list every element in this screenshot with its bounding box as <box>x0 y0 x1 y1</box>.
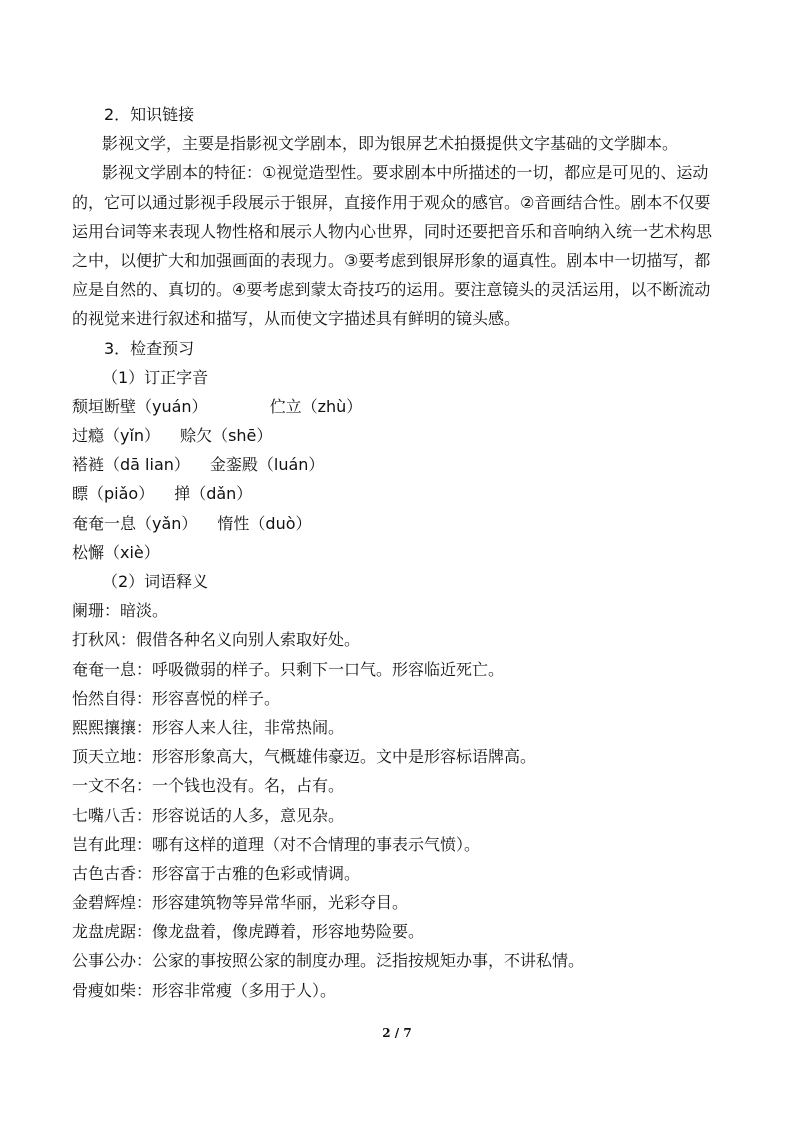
features-line: 运用台词等来表现人物性格和展示人物内心世界，同时还要把音乐和音响纳入统一艺术构思 <box>72 221 713 241</box>
vocab-item: 怡然自得：形容喜悦的样子。 <box>72 688 281 708</box>
vocab-item: 熙熙攘攘：形容人来人往，非常热闹。 <box>72 717 345 737</box>
vocab-item: 骨瘦如柴：形容非常瘦（多用于人）。 <box>72 980 337 1000</box>
page-content <box>72 100 714 1005</box>
vocab-item: 岂有此理：哪有这样的道理（对不合情理的事表示气愤）。 <box>72 834 481 854</box>
pronunciation-row <box>72 479 714 508</box>
pronunciation-item: 奄奄一息（yǎn） <box>72 513 198 533</box>
features-paragraph <box>72 158 714 333</box>
pronunciation-item: 瞟（piǎo） <box>72 484 155 504</box>
features-line: 之中，以便扩大和加强画面的表现力。③要考虑到银屏形象的逼真性。剧本中一切描写，都 <box>72 250 711 270</box>
pronunciation-item: 金銮殿（luán） <box>209 455 325 475</box>
pronunciation-item: 松懈（xiè） <box>72 542 160 562</box>
pronunciation-row <box>72 421 714 450</box>
pronunciation-item: 褡裢（dā lian） <box>72 455 190 475</box>
features-line: 应是自然的、真切的。④要考虑到蒙太奇技巧的运用。要注意镜头的灵活运用，以不断流动 <box>72 280 711 300</box>
vocab-item: 打秋风：假借各种名义向别人索取好处。 <box>72 630 361 650</box>
pronunciation-item: 颓垣断壁（yuán） <box>72 396 208 416</box>
vocab-item: 一文不名：一个钱也没有。名，占有。 <box>72 776 345 796</box>
vocab-item: 金碧辉煌：形容建筑物等异常华丽，光彩夺目。 <box>72 893 409 913</box>
features-line: 影视文学剧本的特征：①视觉造型性。要求剧本中所描述的一切，都应是可见的、运动 <box>102 163 709 183</box>
vocabulary-list <box>72 596 714 1005</box>
pronunciation-item: 惰性（duò） <box>217 513 312 533</box>
pronunciation-item: 过瘾（yǐn） <box>72 426 161 446</box>
vocab-item: 龙盘虎踞：像龙盘着，像虎蹲着，形容地势险要。 <box>72 922 425 942</box>
vocab-item: 七嘴八舌：形容说话的人多，意见杂。 <box>72 805 345 825</box>
subheading-pronunciation: （1）订正字音 <box>102 367 209 387</box>
section-heading-preview: 3．检查预习 <box>104 338 195 358</box>
vocab-item: 古色古香：形容富于古雅的色彩或情调。 <box>72 863 361 883</box>
pronunciation-item: 掸（dǎn） <box>174 484 253 504</box>
vocab-item: 阑珊：暗淡。 <box>72 601 169 621</box>
pronunciation-item: 赊欠（shē） <box>180 426 273 446</box>
page-number: 2 / 7 <box>382 1026 412 1040</box>
vocab-item: 公事公办：公家的事按照公家的制度办理。泛指按规矩办事，不讲私情。 <box>72 951 585 971</box>
pronunciation-row <box>72 450 714 479</box>
features-line: 的，它可以通过影视手段展示于银屏，直接作用于观众的感官。②音画结合性。剧本不仅要 <box>72 192 711 212</box>
features-line: 的视觉来进行叙述和描写，从而使文字描述具有鲜明的镜头感。 <box>72 309 521 329</box>
section-heading-knowledge-link: 2．知识链接 <box>104 105 195 124</box>
subheading-vocabulary: （2）词语释义 <box>102 572 209 591</box>
pronunciation-list <box>72 392 714 567</box>
pronunciation-row <box>72 392 714 421</box>
pronunciation-row <box>72 538 714 567</box>
pronunciation-item: 伫立（zhù） <box>269 396 363 416</box>
pronunciation-row <box>72 509 714 538</box>
definition-paragraph: 影视文学，主要是指影视文学剧本，即为银屏艺术拍摄提供文字基础的文学脚本。 <box>102 134 679 154</box>
vocab-item: 奄奄一息：呼吸微弱的样子。只剩下一口气。形容临近死亡。 <box>72 659 505 679</box>
vocab-item: 顶天立地：形容形象高大，气概雄伟豪迈。文中是形容标语牌高。 <box>72 747 537 767</box>
